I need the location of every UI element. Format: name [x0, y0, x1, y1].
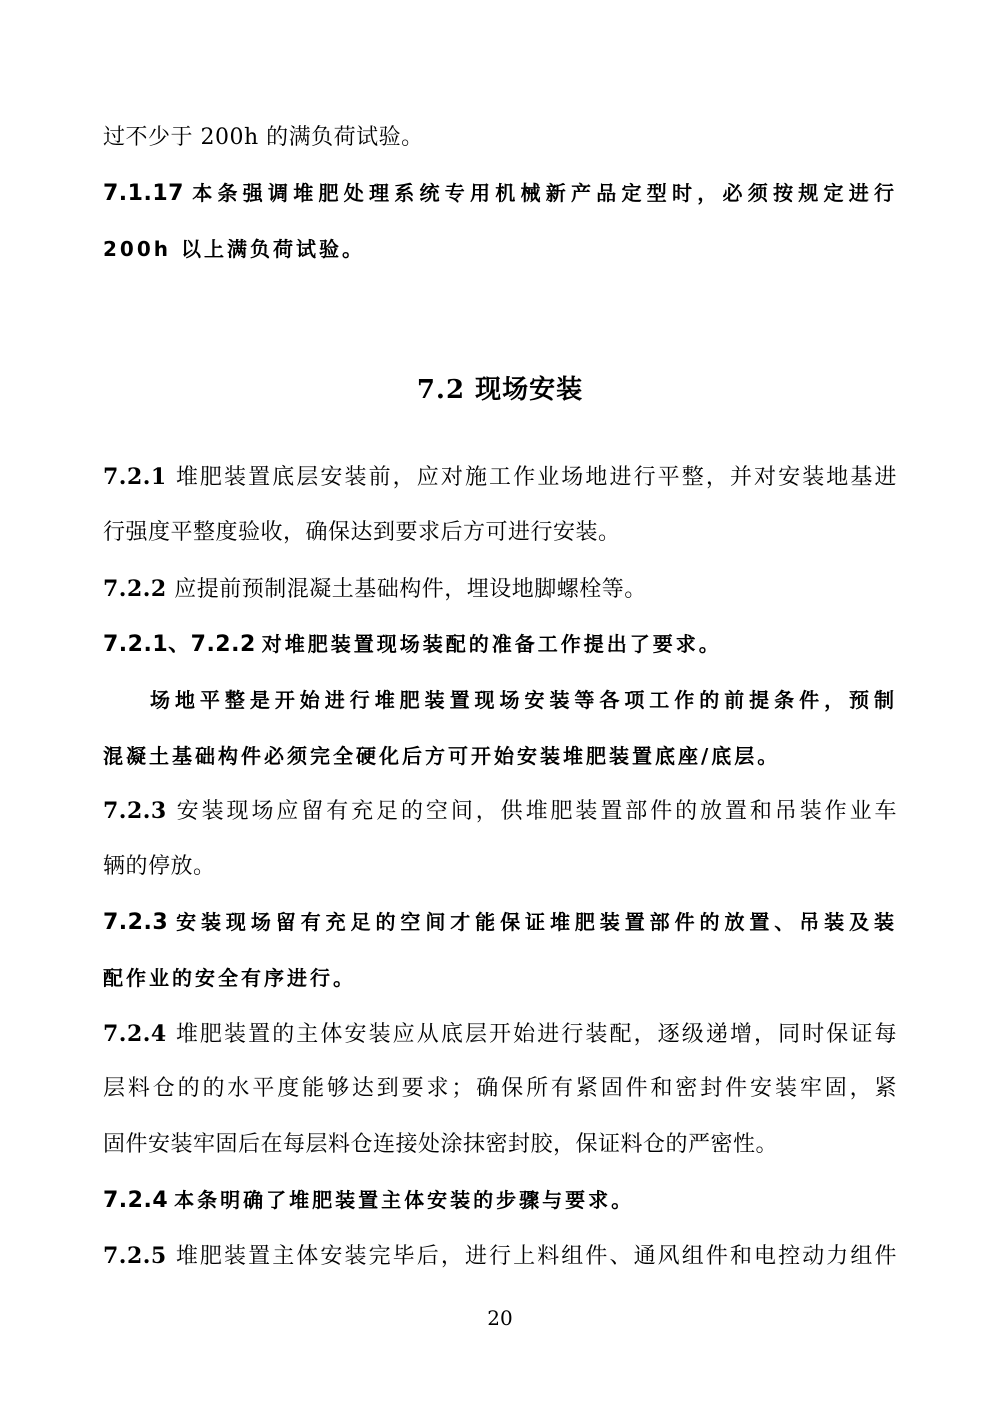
clause-text: 应提前预制混凝土基础构件，埋设地脚螺栓等。 — [174, 577, 647, 602]
explanation-text: 本条明确了堆肥装置主体安装的步骤与要求。 — [174, 1188, 635, 1212]
explanation-text: 本条强调堆肥处理系统专用机械新产品定型时，必须按规定进行 — [189, 181, 897, 205]
text-line-1: 过不少于 200h 的满负荷试验。 — [103, 125, 424, 150]
clause-text: 堆肥装置主体安装完毕后，进行上料组件、通风组件和电控动力组件 — [175, 1244, 897, 1269]
clause-text: 堆肥装置的主体安装应从底层开始进行装配，逐级递增，同时保证每 — [175, 1022, 897, 1047]
clause-number: 7.2.3 — [103, 910, 169, 935]
clause-number: 7.2.5 — [103, 1243, 167, 1269]
explanation-7-2-3-cont: 配作业的安全有序进行。 — [103, 966, 356, 990]
explanation-7-1-17-cont: 200h 以上满负荷试验。 — [103, 237, 365, 261]
page-number: 20 — [487, 1306, 513, 1330]
clause-number: 7.1.17 — [103, 181, 184, 206]
clause-number: 7.2.3 — [103, 798, 167, 824]
explanation-7-1-17 — [103, 178, 897, 209]
explanation-7-2-3 — [103, 907, 897, 938]
section-heading: 7.2 现场安装 — [416, 375, 584, 405]
clause-number: 7.2.4 — [103, 1188, 169, 1213]
clause-number: 7.2.4 — [103, 1021, 167, 1047]
clause-7-2-1-cont: 行强度平整度验收，确保达到要求后方可进行安装。 — [103, 520, 621, 545]
explanation-7-2-4 — [103, 1185, 897, 1216]
clause-7-2-3 — [103, 796, 897, 827]
clause-7-2-3-cont: 辆的停放。 — [103, 854, 216, 879]
clause-number: 7.2.2 — [103, 576, 167, 602]
clause-7-2-1 — [103, 462, 897, 493]
explanation-paragraph-line-2: 混凝土基础构件必须完全硬化后方可开始安装堆肥装置底座/底层。 — [103, 744, 781, 768]
clause-7-2-4-cont-1: 层料仓的的水平度能够达到要求；确保所有紧固件和密封件安装牢固，紧 — [103, 1076, 897, 1101]
explanation-text: 对堆肥装置现场装配的准备工作提出了要求。 — [261, 632, 722, 656]
explanation-7-2-1-7-2-2 — [103, 629, 897, 660]
clause-7-2-4 — [103, 1019, 897, 1050]
clause-7-2-4-cont-2: 固件安装牢固后在每层料仓连接处涂抹密封胶，保证料仓的严密性。 — [103, 1132, 779, 1157]
clause-text: 安装现场应留有充足的空间，供堆肥装置部件的放置和吊装作业车 — [176, 799, 897, 824]
explanation-text: 安装现场留有充足的空间才能保证堆肥装置部件的放置、吊装及装 — [174, 910, 897, 934]
clause-7-2-2 — [103, 574, 897, 605]
clause-number: 7.2.1、7.2.2 — [103, 632, 256, 657]
clause-7-2-5 — [103, 1241, 897, 1272]
explanation-paragraph-line-1: 场地平整是开始进行堆肥装置现场安装等各项工作的前提条件，预制 — [150, 688, 897, 712]
clause-number: 7.2.1 — [103, 464, 167, 490]
clause-text: 堆肥装置底层安装前，应对施工作业场地进行平整，并对安装地基进 — [175, 465, 897, 490]
